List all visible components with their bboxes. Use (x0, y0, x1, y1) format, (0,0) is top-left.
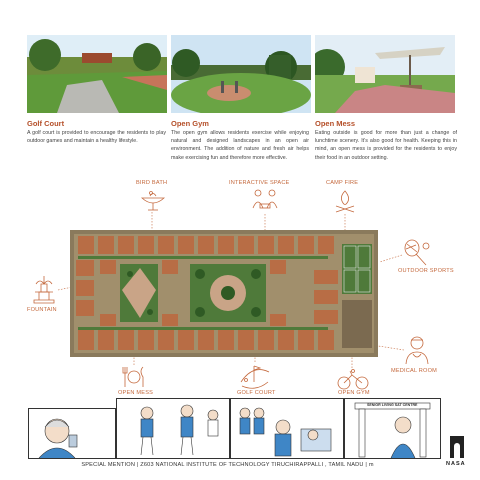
comic-panel-2 (116, 398, 230, 459)
open-mess-description: Eating outside is good for more than just a change of lunchtime scenery. It’s also good for health. Keeping this in mind, an open mess is provided for the residents to enjoy their food in an outdoor setting. (315, 130, 457, 161)
medical-room-label: MEDICAL ROOM (391, 368, 438, 374)
open-gym-label: OPEN GYM (338, 390, 370, 396)
bird-bath-label: BIRD BATH (136, 180, 168, 186)
nasa-logo-icon (450, 436, 464, 458)
comic-panel-1 (28, 408, 116, 459)
open-gym-title: Open Gym (171, 119, 209, 128)
senior-living-sign: SENIOR LIVING SAT CENTRE (367, 403, 418, 407)
camp-fire-label: CAMP FIRE (326, 180, 359, 186)
interactive-space-label: INTERACTIVE SPACE (229, 180, 290, 186)
open-gym-description: The open gym allows residents exercise while enjoying natural and designed landscapes in an open air environment. The addition of nature and fresh air helps make exercising fun and therefore more effective. (171, 130, 309, 161)
golf-court-label: GOLF COURT (237, 390, 276, 396)
open-mess-label: OPEN MESS (118, 390, 154, 396)
fountain-label: FOUNTAIN (27, 307, 57, 313)
open-mess-title: Open Mess (315, 119, 356, 128)
outdoor-sports-label: OUTDOOR SPORTS (398, 268, 454, 274)
golf-court-description: A golf court is provided to encourage the residents to play outdoor games and maintain a healthy lifestyle. (27, 130, 166, 145)
comic-panel-4 (344, 398, 441, 459)
comic-panel-3 (230, 398, 344, 459)
site-plan (70, 230, 378, 357)
golf-court-title: Golf Court (27, 119, 65, 128)
nasa-brand: NASA (446, 461, 466, 467)
footer-credit: SPECIAL MENTION | Z603 NATIONAL INSTITUTE OF TECHNOLOGY TIRUCHIRAPPALLI , TAMIL NADU | m (81, 462, 374, 468)
